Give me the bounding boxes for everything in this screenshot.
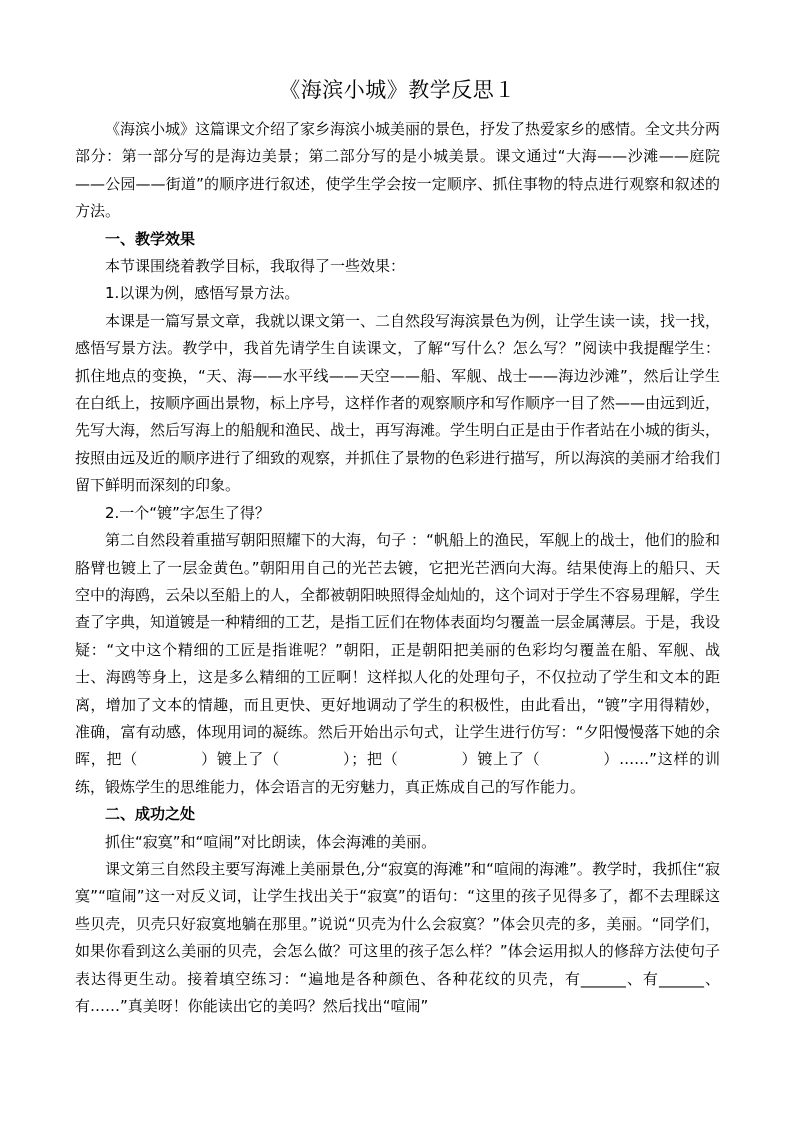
subheading-method: 1.以课为例，感悟写景方法。 <box>105 284 300 303</box>
subheading-du: 2.一个“镀”字怎生了得？ <box>105 503 270 522</box>
section-heading-effects: 一、教学效果 <box>105 229 196 248</box>
success-detail-paragraph: 课文第三自然段主要写海滩上美丽景色,分“寂寞的海滩”和“喧闹的海滩”。教学时，我抓住“寂寞”“喧闹”这一对反义词，让学生找出关于“寂寞”的语句：“这里的孩子见得多了，都不去理睬这些贝壳，贝壳只好寂寞地躺在那里。”说说“贝壳为什么会寂寞？”体会贝壳的多，美丽。“同学们，如果你看到这么美丽的贝壳，会怎么做？可这里的孩子怎么样？”体会运用拟人的修辞方法使句子表达得更生动。接着填空练习：“遍地是各种颜色、各种花纹的贝壳，有______、有______、有……”真美呀！你能读出它的美吗？然后找出“喧闹” <box>75 859 720 1015</box>
method-paragraph: 本课是一篇写景文章，我就以课文第一、二自然段写海滨景色为例，让学生读一读，找一找，感悟写景方法。教学中，我首先请学生自读课文，了解“写什么？怎么写？”阅读中我提醒学生：抓住地点的变换，“天、海——水平线——天空——船、军舰、战士——海边沙滩”，然后让学生在白纸上，按顺序画出景物，标上序号，这样作者的观察顺序和写作顺序一目了然——由远到近，先写大海，然后写海上的船舰和渔民、战士，再写海滩。学生明白正是由于作者站在小城的街头，按照由远及近的顺序进行了细致的观察，并抓住了景物的色彩进行描写，所以海滨的美丽才给我们留下鲜明而深刻的印象。 <box>75 311 721 495</box>
intro-paragraph: 《海滨小城》这篇课文介绍了家乡海滨小城美丽的景色，抒发了热爱家乡的感情。全文共分两部分：第一部分写的是海边美景；第二部分写的是小城美景。课文通过“大海——沙滩——庭院——公园——街道”的顺序进行叙述，使学生学会按一定顺序、抓住事物的特点进行观察和叙述的方法。 <box>75 120 721 221</box>
success-summary-paragraph: 抓住“寂寞”和“喧闹”对比朗读，体会海滩的美丽。 <box>105 832 437 851</box>
document-page <box>75 72 720 1020</box>
effects-intro-paragraph: 本节课围绕着教学目标，我取得了一些效果： <box>105 257 406 276</box>
section-heading-success: 二、成功之处 <box>105 805 196 824</box>
document-title: 《海滨小城》教学反思１ <box>279 78 516 102</box>
du-paragraph: 第二自然段着重描写朝阳照耀下的大海，句子 ：“帆船上的渔民，军舰上的战士，他们的脸和胳臂也镀上了一层金黄色。”朝阳用自己的光芒去镀，它把光芒洒向大海。结果使海上的船只、天空中的海鸥，云朵以至船上的人，全都被朝阳映照得金灿灿的，这个词对于学生不容易理解，学生查了字典，知道镀是一种精细的工艺，是指工匠们在物体表面均匀覆盖一层金属薄层。于是，我设疑：“文中这个精细的工匠是指谁呢？”朝阳，正是朝阳把美丽的色彩均匀覆盖在船、军舰、战士、海鸥等身上，这是多么精细的工匠啊！这样拟人化的处理句子，不仅拉动了学生和文本的距离，增加了文本的情趣，而且更快、更好地调动了学生的积极性，由此看出，“镀”字用得精妙，准确，富有动感，体现用词的凝练。然后开始出示句式，让学生进行仿写：“夕阳慢慢落下她的余晖，把（ ）镀上了（ ）；把（ ）镀上了（ ）……”这样的训练，锻炼学生的思维能力，体会语言的无穷魅力，真正炼成自己的写作能力。 <box>75 531 721 796</box>
